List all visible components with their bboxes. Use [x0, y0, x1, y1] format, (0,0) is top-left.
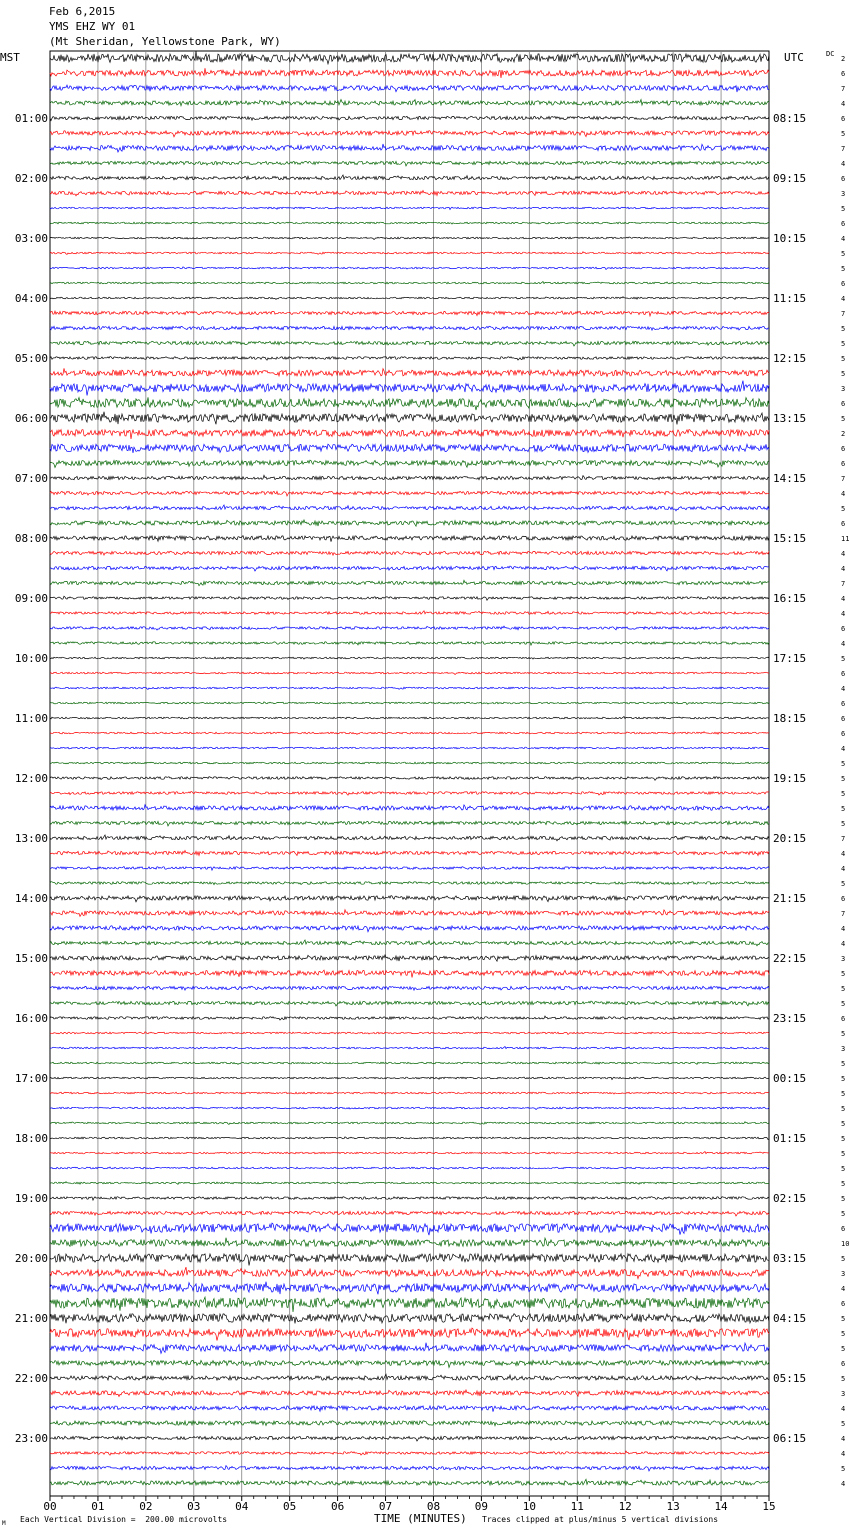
- seismic-traces: [50, 51, 769, 1485]
- dc-offset-value: 6: [841, 175, 846, 183]
- dc-offset-value: 5: [841, 775, 846, 783]
- dc-offset-value: 4: [841, 745, 846, 753]
- trace-line: [50, 835, 769, 841]
- x-axis-title: TIME (MINUTES): [374, 1512, 467, 1525]
- left-hour-label: 12:00: [14, 772, 48, 785]
- trace-line: [50, 175, 769, 180]
- right-hour-label: 22:15: [773, 952, 807, 965]
- trace-line: [50, 687, 769, 690]
- x-tick-label: 03: [187, 1500, 201, 1513]
- left-hour-label: 03:00: [14, 232, 48, 245]
- trace-line: [50, 1466, 769, 1471]
- trace-line: [50, 1390, 769, 1397]
- right-hour-label: 10:15: [773, 232, 807, 245]
- x-tick-label: 08: [426, 1500, 441, 1513]
- dc-offset-value: 6: [841, 625, 846, 633]
- right-hour-label: 11:15: [773, 292, 807, 305]
- right-hour-label: 04:15: [773, 1312, 807, 1325]
- trace-line: [50, 867, 769, 871]
- trace-line: [50, 505, 769, 511]
- dc-offset-value: 4: [841, 925, 846, 933]
- trace-line: [50, 762, 769, 764]
- dc-offset-value: 6: [841, 1360, 846, 1368]
- x-tick-label: 13: [666, 1500, 680, 1513]
- x-tick-label: 12: [618, 1500, 632, 1513]
- trace-line: [50, 611, 769, 615]
- trace-line: [50, 1267, 769, 1279]
- trace-line: [50, 717, 769, 719]
- trace-line: [50, 882, 769, 885]
- dc-offset-value: 5: [841, 1165, 846, 1173]
- dc-offset-value: 5: [841, 325, 846, 333]
- x-tick-label: 01: [91, 1500, 105, 1513]
- corner-mark: M: [2, 1520, 6, 1527]
- dc-offset-value: 4: [841, 160, 846, 168]
- trace-line: [50, 51, 769, 64]
- trace-line: [50, 326, 769, 330]
- dc-offset-value: 5: [841, 415, 846, 423]
- dc-offset-value: 7: [841, 475, 846, 483]
- dc-offset-value: 5: [841, 250, 846, 258]
- dc-offset-value: 6: [841, 700, 846, 708]
- trace-line: [50, 475, 769, 480]
- trace-line: [50, 68, 769, 78]
- left-hour-label: 11:00: [14, 712, 48, 725]
- right-hour-label: 23:15: [773, 1012, 807, 1025]
- dc-offset-value: 5: [841, 1315, 846, 1323]
- left-hour-label: 19:00: [14, 1192, 48, 1205]
- trace-line: [50, 896, 769, 902]
- dc-offset-value: 5: [841, 880, 846, 888]
- dc-offset-value: 5: [841, 1000, 846, 1008]
- right-hour-label: 14:15: [773, 472, 807, 485]
- dc-offset-value: 4: [841, 100, 846, 108]
- right-hour-label: 17:15: [773, 652, 807, 665]
- left-hour-label: 15:00: [14, 952, 48, 965]
- dc-offset-value: 4: [841, 1480, 846, 1488]
- left-hour-label: 22:00: [14, 1372, 48, 1385]
- x-tick-label: 15: [762, 1500, 776, 1513]
- station-location: (Mt Sheridan, Yellowstone Park, WY): [49, 35, 281, 48]
- trace-line: [50, 1197, 769, 1201]
- trace-line: [50, 430, 769, 439]
- dc-offset-value: 3: [841, 190, 846, 198]
- dc-offset-value: 4: [841, 610, 846, 618]
- left-hour-label: 16:00: [14, 1012, 48, 1025]
- trace-line: [50, 1107, 769, 1109]
- left-hour-label: 21:00: [14, 1312, 48, 1325]
- dc-offset-value: 4: [841, 235, 846, 243]
- left-hour-label: 07:00: [14, 472, 48, 485]
- clip-note: Traces clipped at plus/minus 5 vertical divisions: [482, 1515, 719, 1524]
- dc-offset-value: 6: [841, 70, 846, 78]
- trace-line: [50, 1182, 769, 1185]
- trace-line: [50, 1047, 769, 1049]
- trace-line: [50, 566, 769, 571]
- trace-line: [50, 1361, 769, 1368]
- trace-line: [50, 777, 769, 781]
- trace-line: [50, 792, 769, 796]
- right-hour-label: 08:15: [773, 112, 807, 125]
- trace-line: [50, 1152, 769, 1154]
- trace-line: [50, 144, 769, 152]
- x-tick-label: 06: [330, 1500, 345, 1513]
- dc-offset-value: 6: [841, 715, 846, 723]
- left-hour-label: 10:00: [14, 652, 48, 665]
- trace-line: [50, 821, 769, 826]
- dc-offset-value: 3: [841, 1045, 846, 1053]
- dc-offset-value: 7: [841, 145, 846, 153]
- x-tick-label: 00: [43, 1500, 57, 1513]
- trace-line: [50, 1137, 769, 1140]
- dc-offset-value: 5: [841, 985, 846, 993]
- dc-offset-value: 4: [841, 940, 846, 948]
- trace-line: [50, 986, 769, 990]
- dc-offset-value: 7: [841, 835, 846, 843]
- dc-offset-value: 7: [841, 580, 846, 588]
- trace-line: [50, 412, 769, 425]
- dc-offset-value: 5: [841, 1465, 846, 1473]
- trace-line: [50, 252, 769, 255]
- left-hour-label: 08:00: [14, 532, 48, 545]
- dc-offset-value: 5: [841, 505, 846, 513]
- trace-line: [50, 910, 769, 917]
- dc-offset-value: 5: [841, 1150, 846, 1158]
- trace-line: [50, 805, 769, 811]
- dc-offset-value: 5: [841, 790, 846, 798]
- mst-label: MST: [0, 51, 20, 64]
- axis-labels: [0, 50, 849, 1513]
- right-hour-label: 15:15: [773, 532, 807, 545]
- dc-offset-value: 6: [841, 1015, 846, 1023]
- trace-line: [50, 444, 769, 453]
- trace-line: [50, 311, 769, 316]
- dc-offset-value: 4: [841, 295, 846, 303]
- dc-offset-value: 6: [841, 1300, 846, 1308]
- trace-line: [50, 1223, 769, 1235]
- trace-line: [50, 357, 769, 361]
- dc-offset-value: 5: [841, 1255, 846, 1263]
- dc-offset-value: 4: [841, 865, 846, 873]
- left-hour-label: 01:00: [14, 112, 48, 125]
- dc-offset-value: 4: [841, 550, 846, 558]
- dc-offset-value: 4: [841, 685, 846, 693]
- trace-line: [50, 191, 769, 196]
- dc-offset-value: 7: [841, 85, 846, 93]
- trace-line: [50, 1077, 769, 1080]
- dc-offset-value: 5: [841, 1210, 846, 1218]
- right-hour-label: 19:15: [773, 772, 807, 785]
- trace-line: [50, 1001, 769, 1006]
- trace-line: [50, 702, 769, 705]
- dc-offset-value: 7: [841, 310, 846, 318]
- right-hour-label: 09:15: [773, 172, 807, 185]
- trace-line: [50, 940, 769, 946]
- left-hour-label: 09:00: [14, 592, 48, 605]
- dc-offset-value: 2: [841, 55, 846, 63]
- trace-line: [50, 100, 769, 106]
- x-tick-label: 09: [474, 1500, 489, 1513]
- dc-offset-value: 3: [841, 955, 846, 963]
- trace-line: [50, 131, 769, 137]
- trace-line: [50, 642, 769, 646]
- left-hour-label: 13:00: [14, 832, 48, 845]
- trace-line: [50, 520, 769, 526]
- trace-line: [50, 551, 769, 555]
- dc-offset-value: 4: [841, 1405, 846, 1413]
- dc-offset-value: 3: [841, 1390, 846, 1398]
- left-hour-label: 17:00: [14, 1072, 48, 1085]
- dc-offset-value: 5: [841, 340, 846, 348]
- trace-line: [50, 1062, 769, 1065]
- dc-offset-value: 6: [841, 280, 846, 288]
- trace-line: [50, 1167, 769, 1170]
- dc-offset-value: 3: [841, 385, 846, 393]
- trace-line: [50, 1436, 769, 1441]
- dc-offset-value: 5: [841, 1195, 846, 1203]
- station-code: YMS EHZ WY 01: [49, 20, 136, 33]
- trace-line: [50, 85, 769, 92]
- dc-offset-value: 5: [841, 130, 846, 138]
- dc-offset-value: 6: [841, 895, 846, 903]
- dc-offset-value: 5: [841, 1135, 846, 1143]
- left-hour-label: 20:00: [14, 1252, 48, 1265]
- dc-offset-value: 6: [841, 670, 846, 678]
- trace-line: [50, 1238, 769, 1247]
- dc-offset-value: 6: [841, 520, 846, 528]
- trace-line: [50, 1032, 769, 1035]
- dc-offset-value: 5: [841, 1120, 846, 1128]
- trace-line: [50, 222, 769, 224]
- right-hour-label: 05:15: [773, 1372, 807, 1385]
- dc-offset-value: 5: [841, 760, 846, 768]
- trace-line: [50, 1282, 769, 1295]
- trace-line: [50, 732, 769, 735]
- trace-line: [50, 397, 769, 410]
- trace-line: [50, 267, 769, 270]
- trace-line: [50, 491, 769, 496]
- dc-offset-value: 5: [841, 1090, 846, 1098]
- dc-offset-value: 4: [841, 595, 846, 603]
- dc-offset-value: 5: [841, 1375, 846, 1383]
- right-hour-label: 20:15: [773, 832, 807, 845]
- left-hour-label: 18:00: [14, 1132, 48, 1145]
- trace-line: [50, 1343, 769, 1354]
- trace-line: [50, 657, 769, 659]
- left-hour-label: 23:00: [14, 1432, 48, 1445]
- dc-offset-value: 6: [841, 730, 846, 738]
- left-hour-label: 05:00: [14, 352, 48, 365]
- dc-offset-value: 4: [841, 565, 846, 573]
- trace-line: [50, 116, 769, 120]
- plot-date: Feb 6,2015: [49, 5, 116, 18]
- trace-line: [50, 926, 769, 932]
- dc-offset-value: 5: [841, 265, 846, 273]
- dc-offset-value: 4: [841, 1435, 846, 1443]
- dc-offset-value: 5: [841, 1330, 846, 1338]
- dc-offset-value: 5: [841, 370, 846, 378]
- dc-offset-value: 5: [841, 205, 846, 213]
- trace-line: [50, 955, 769, 961]
- trace-line: [50, 1254, 769, 1266]
- x-tick-label: 02: [139, 1500, 153, 1513]
- dc-offset-value: 3: [841, 1270, 846, 1278]
- right-hour-label: 02:15: [773, 1192, 807, 1205]
- trace-line: [50, 237, 769, 240]
- trace-line: [50, 1092, 769, 1094]
- trace-line: [50, 1479, 769, 1485]
- dc-offset-value: 5: [841, 1030, 846, 1038]
- right-hour-label: 06:15: [773, 1432, 807, 1445]
- dc-offset-value: 6: [841, 115, 846, 123]
- dc-offset-value: 5: [841, 1345, 846, 1353]
- dc-offset-value: 5: [841, 970, 846, 978]
- dc-offset-value: 4: [841, 1285, 846, 1293]
- trace-line: [50, 1421, 769, 1426]
- trace-line: [50, 596, 769, 600]
- dc-offset-value: 4: [841, 490, 846, 498]
- trace-line: [50, 851, 769, 856]
- trace-line: [50, 970, 769, 977]
- right-hour-label: 01:15: [773, 1132, 807, 1145]
- dc-offset-value: 5: [841, 1105, 846, 1113]
- left-hour-label: 04:00: [14, 292, 48, 305]
- dc-offset-value: 5: [841, 1060, 846, 1068]
- x-tick-label: 05: [283, 1500, 297, 1513]
- dc-offset-value: 5: [841, 355, 846, 363]
- trace-line: [50, 207, 769, 210]
- dc-offset-value: 6: [841, 220, 846, 228]
- x-tick-label: 04: [235, 1500, 249, 1513]
- trace-line: [50, 536, 769, 542]
- right-hour-label: 03:15: [773, 1252, 807, 1265]
- dc-offset-value: 5: [841, 805, 846, 813]
- trace-line: [50, 460, 769, 467]
- trace-line: [50, 1314, 769, 1324]
- dc-offset-value: 5: [841, 655, 846, 663]
- trace-line: [50, 626, 769, 630]
- dc-offset-value: 6: [841, 445, 846, 453]
- dc-offset-value: 10: [841, 1240, 850, 1248]
- dc-offset-value: 4: [841, 850, 846, 858]
- dc-label: DC: [826, 50, 835, 58]
- dc-offset-value: 11: [841, 535, 850, 543]
- trace-line: [50, 1122, 769, 1125]
- left-hour-label: 06:00: [14, 412, 48, 425]
- trace-line: [50, 1374, 769, 1380]
- right-hour-label: 12:15: [773, 352, 807, 365]
- trace-line: [50, 672, 769, 675]
- left-hour-label: 14:00: [14, 892, 48, 905]
- dc-offset-value: 4: [841, 640, 846, 648]
- right-hour-label: 00:15: [773, 1072, 807, 1085]
- x-tick-label: 11: [570, 1500, 584, 1513]
- trace-line: [50, 747, 769, 750]
- trace-line: [50, 1211, 769, 1216]
- dc-offset-value: 4: [841, 1450, 846, 1458]
- trace-line: [50, 1451, 769, 1455]
- trace-line: [50, 580, 769, 585]
- trace-line: [50, 381, 769, 396]
- right-hour-label: 21:15: [773, 892, 807, 905]
- right-hour-label: 16:15: [773, 592, 807, 605]
- trace-line: [50, 1297, 769, 1312]
- dc-offset-value: 6: [841, 460, 846, 468]
- dc-offset-value: 6: [841, 400, 846, 408]
- x-tick-label: 10: [522, 1500, 536, 1513]
- x-tick-label: 14: [714, 1500, 728, 1513]
- dc-offset-value: 5: [841, 1075, 846, 1083]
- trace-line: [50, 368, 769, 376]
- trace-line: [50, 297, 769, 300]
- dc-offset-value: 5: [841, 1420, 846, 1428]
- x-tick-label: 07: [378, 1500, 393, 1513]
- utc-label: UTC: [784, 51, 804, 64]
- trace-line: [50, 161, 769, 166]
- dc-offset-value: 5: [841, 820, 846, 828]
- dc-offset-value: 6: [841, 1225, 846, 1233]
- trace-line: [50, 1016, 769, 1020]
- trace-line: [50, 341, 769, 346]
- right-hour-label: 13:15: [773, 412, 807, 425]
- dc-offset-value: 2: [841, 430, 846, 438]
- left-hour-label: 02:00: [14, 172, 48, 185]
- trace-line: [50, 282, 769, 284]
- right-hour-label: 18:15: [773, 712, 807, 725]
- trace-line: [50, 1406, 769, 1412]
- dc-offset-value: 5: [841, 1180, 846, 1188]
- trace-line: [50, 1328, 769, 1340]
- scale-note: Each Vertical Division = 200.00 microvolts: [20, 1515, 228, 1524]
- dc-offset-value: 7: [841, 910, 846, 918]
